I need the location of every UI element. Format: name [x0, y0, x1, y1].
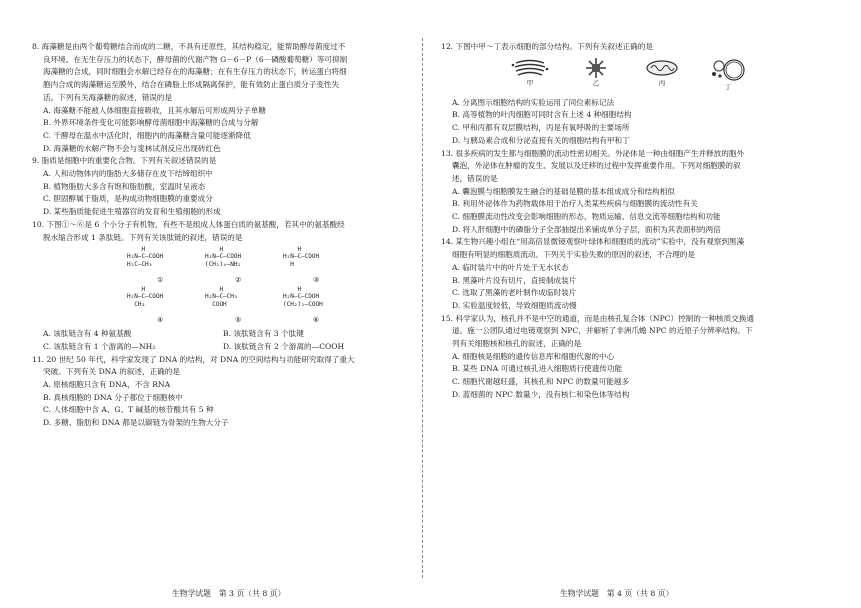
mitochondrion-icon: [642, 57, 682, 79]
column-divider: [422, 38, 423, 578]
question-14-option-a: A. 临时装片中的叶片处于无水状态: [452, 262, 569, 272]
question-14: [441, 236, 833, 312]
question-13: [441, 148, 833, 237]
question-15-line: 道。施一公团队通过电镜观察到 NPC，并解析了非洲爪蟾 NPC 的近原子分辨率结构。下: [452, 326, 753, 336]
question-9: [32, 155, 404, 219]
amino-acid-structure-4: [127, 286, 187, 326]
question-14-option-c: C. 选取了黑藻的老叶制作成临时装片: [452, 288, 577, 298]
structure-main: H₂N—C—COOH: [127, 293, 164, 301]
nucleus-icon: [706, 57, 750, 83]
question-8-line: 8. 海藻糖是由两个葡萄糖结合而成的二糖，不具有还原性，其结构稳定，能帮助酵母菌度过不: [32, 42, 346, 51]
question-8-option-b: B. 外界环境条件变化可能影响酵母菌细胞中海藻糖的合成与分解: [43, 118, 259, 128]
question-13-line: 13. 很多疾病的发生都与细胞膜的流动性密切相关。外泌体是一种由细胞产生并释放的胞外: [441, 148, 745, 158]
question-14-option-b: B. 黑藻叶片没有切片，直接制成装片: [452, 275, 577, 285]
page-footer-right: 生物学试题 第 4 页（共 8 页）: [560, 589, 674, 598]
question-13-line: 述，错误的是: [452, 173, 498, 183]
structure-main: H₂N—C—COOH: [283, 253, 320, 261]
structure-main: H₂N—C—COOH: [127, 253, 164, 261]
question-10-option-b: B. 该肽链含有 3 个肽键: [223, 329, 304, 339]
right-column: [441, 41, 833, 402]
structure-top: H: [205, 286, 224, 294]
question-9-option-c: C. 胆固醇属于脂质，是构成动物细胞膜的重要成分: [43, 194, 213, 204]
question-13-line: 囊泡，外泌体在肿瘤的发生、发展以及迁移的过程中发挥重要作用。下列对细胞膜的叙: [452, 161, 741, 171]
centrosome-icon: [576, 57, 616, 79]
question-8-line: 活。下列有关海藻糖的叙述，错误的是: [43, 92, 173, 102]
question-9-option-a: A. 人和动物体内的脂肪大多储存在皮下结缔组织中: [43, 169, 213, 179]
question-15-line: 15. 科学家认为，核孔并不是中空的通道，而是由核孔复合体（NPC）控制的一种核质交换通: [441, 313, 755, 323]
question-10-options-row1: [32, 328, 404, 341]
structure-number: ④: [157, 316, 164, 325]
question-12: [441, 41, 833, 148]
structure-main: H₂N—C—COOH: [283, 293, 320, 301]
structure-r-group: (CH₂)₄—NH₂: [205, 260, 242, 268]
structure-number: ⑥: [313, 316, 320, 325]
structure-top: H: [127, 246, 146, 254]
cell-label-ding: 丁: [724, 82, 732, 91]
question-9-line: 9. 脂质是细胞中的重要化合物。下列有关叙述错误的是: [32, 156, 217, 166]
question-11-option-d: D. 多糖、脂肪和 DNA 都是以碳链为骨架的生物大分子: [43, 418, 229, 428]
amino-acid-structure-2: [205, 246, 265, 286]
question-8-option-c: C. 干酵母在温水中活化时，细胞内的海藻糖含量可能逐渐降低: [43, 130, 251, 140]
structure-number: ②: [235, 276, 242, 285]
cell-structure-bing: [629, 57, 695, 91]
structure-top: H: [283, 286, 302, 294]
question-12-option-b: B. 高等植物的叶肉细胞可同时含有上述 4 种细胞结构: [452, 110, 632, 120]
question-11-option-a: A. 原核细胞只含有 DNA，不含 RNA: [43, 380, 171, 390]
question-15-line: 列有关细胞核和核孔的叙述，正确的是: [452, 339, 582, 349]
question-9-option-b: B. 植物脂肪大多含有饱和脂肪酸，室温时呈液态: [43, 181, 206, 191]
cell-structures-figure: [497, 57, 833, 91]
question-11-line: 11. 20 世纪 50 年代，科学家发现了 DNA 的结构，对 DNA 的空间结构与功能研究取得了重大: [32, 354, 355, 364]
question-8-line: 胞内合成的海藻糖运至膜外，结合在磷脂上形成隔离保护，能有效防止蛋白质分子变性失: [43, 80, 340, 90]
question-13-option-a: A. 囊泡膜与细胞膜发生融合的基础是膜的基本组成成分和结构相似: [452, 186, 675, 196]
question-14-line: 14. 某生物兴趣小组在“用高倍显微镜观察叶绿体和细胞质的流动”实验中，没有观察到黑藻: [441, 237, 745, 247]
structure-main: H₂N—C—CH₃: [205, 293, 238, 301]
question-8-option-a: A. 海藻糖不能被人体细胞直接吸收，且其水解后可形成两分子单糖: [43, 105, 266, 115]
question-10: [32, 219, 404, 354]
structure-number: ⑤: [235, 316, 242, 325]
cell-structure-yi: [563, 57, 629, 91]
amino-acid-structure-1: [127, 246, 187, 286]
question-9-option-d: D. 某些脂质能促进生殖器官的发育和生殖细胞的形成: [43, 207, 221, 217]
question-11-option-c: C. 人体细胞中含 A、G、T 碱基的核苷酸共有 5 种: [43, 405, 214, 415]
question-10-line: 脱水缩合形成 1 条肽链。下列有关该肽链的叙述，错误的是: [43, 232, 243, 242]
question-15-option-a: A. 细胞核是细胞的遗传信息库和细胞代谢的中心: [452, 351, 615, 361]
amino-acid-structure-3: [283, 246, 343, 286]
question-13-option-b: B. 利用外泌体作为药物载体用于治疗人类某些疾病与细胞膜的流动性有关: [452, 199, 698, 209]
amino-acid-structures: [127, 246, 404, 326]
question-8-line: 海藻糖的合成，同时细胞会水解已经存在的海藻糖；在有生存压力的状态下，转运蛋白将细: [43, 67, 347, 77]
page-footer-left: 生物学试题 第 3 页（共 8 页）: [172, 589, 286, 598]
question-15-option-c: C. 细胞代谢越旺盛，其核孔和 NPC 的数量可能越多: [452, 377, 630, 387]
cell-structure-ding: [695, 57, 761, 91]
structure-top: H: [283, 246, 302, 254]
structure-r-group: H: [283, 260, 294, 268]
question-10-option-d: D. 该肽链含有 2 个游离的—COOH: [223, 341, 345, 351]
question-8: [32, 41, 404, 155]
golgi-icon: [510, 57, 550, 79]
question-15: [441, 313, 833, 402]
structure-r-group: COOH: [205, 300, 227, 308]
question-14-option-d: D. 实验温度较低，导致细胞质流动慢: [452, 300, 577, 310]
question-12-line: 12. 下图中甲～丁表示细胞的部分结构。下列有关叙述正确的是: [441, 42, 653, 51]
question-15-option-d: D. 蓝细菌的 NPC 数量少，没有核仁和染色体等结构: [452, 389, 630, 399]
question-13-option-d: D. 将人肝细胞中的磷脂分子全部抽提出来铺成单分子层，面积为其表面积的两倍: [452, 224, 721, 234]
left-column: [32, 41, 404, 430]
question-12-option-c: C. 甲和丙都有双层膜结构，丙是有氧呼吸的主要场所: [452, 123, 630, 133]
question-10-options-row2: [32, 341, 404, 354]
question-11-line: 突破。下列有关 DNA 的叙述，正确的是: [43, 367, 180, 377]
question-10-option-a: A. 该肽链含有 4 种氨基酸: [43, 329, 132, 339]
question-12-option-a: A. 分离图示细胞结构的实验运用了同位素标记法: [452, 97, 615, 107]
question-10-option-c: C. 该肽链含有 1 个游离的—NH₂: [43, 341, 156, 351]
structure-number: ①: [157, 276, 164, 285]
structure-r-group: (CH₂)₂—COOH: [283, 300, 323, 308]
structure-number: ③: [313, 276, 320, 285]
question-15-option-b: B. 某些 DNA 可通过核孔进入细胞质行使遗传功能: [452, 364, 623, 374]
structure-top: H: [127, 286, 146, 294]
cell-structure-jia: [497, 57, 563, 91]
cell-label-jia: 甲: [526, 78, 534, 87]
cell-label-yi: 乙: [592, 78, 600, 87]
question-8-line: 良环境。在无生存压力的状态下，酵母菌的代谢产物 G－6－P（6－磷酸葡萄糖）等可抑制: [43, 54, 348, 64]
amino-acid-structure-6: [283, 286, 343, 326]
structure-r-group: CH₃: [127, 300, 146, 308]
structure-top: H: [205, 246, 224, 254]
amino-acid-structure-5: [205, 286, 265, 326]
question-11: [32, 354, 404, 430]
question-14-line: 细胞有明显的细胞质流动。下列关于实验失败的原因的叙述，不合理的是: [452, 250, 695, 260]
structure-main: H₂N—C—COOH: [205, 253, 242, 261]
question-12-option-d: D. 与胰岛素合成和分泌直接有关的细胞结构有甲和丁: [452, 135, 630, 145]
question-8-option-d: D. 海藻糖的水解产物不会与斐林试剂反应出现砖红色: [43, 143, 221, 153]
question-11-option-b: B. 真核细胞的 DNA 分子都位于细胞核中: [43, 392, 183, 402]
structure-r-group: H₂C—CH₃: [127, 260, 153, 268]
question-13-option-c: C. 细胞膜流动性改变会影响细胞的形态、物质运输、信息交流等细胞结构和功能: [452, 212, 721, 222]
question-10-line: 10. 下图①～⑥是 6 个小分子有机物，有些不是组成人体蛋白质的氨基酸，若其中的氨基酸经: [32, 219, 345, 229]
cell-label-bing: 丙: [658, 78, 666, 87]
